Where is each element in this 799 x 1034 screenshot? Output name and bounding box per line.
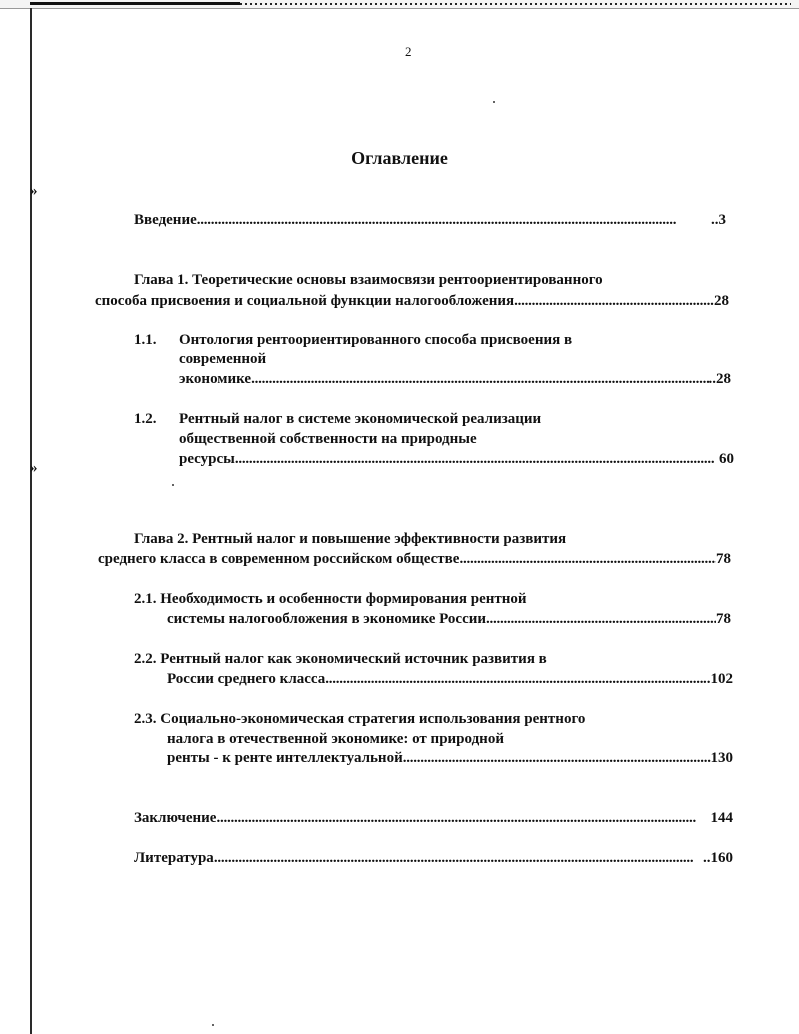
dot-leader bbox=[325, 669, 703, 689]
toc-entry-label: системы налогообложения в экономике России bbox=[167, 611, 487, 627]
toc-section-2-2[interactable] bbox=[167, 669, 733, 689]
toc-section-2-3[interactable] bbox=[167, 748, 733, 768]
dot-leader bbox=[216, 808, 710, 828]
toc-page-number: ..3 bbox=[711, 212, 726, 228]
dot-leader bbox=[459, 549, 716, 569]
dot-leader bbox=[235, 449, 719, 469]
toc-page-number: 78 bbox=[716, 611, 731, 627]
toc-section-1-1[interactable] bbox=[179, 369, 731, 389]
dot-leader bbox=[486, 609, 716, 629]
toc-section-2-3-line2[interactable]: налога в отечественной экономике: от природной bbox=[167, 731, 504, 747]
toc-entry-label: Введение bbox=[134, 212, 197, 228]
toc-section-1-2-line1[interactable]: Рентный налог в системе экономической реализации bbox=[179, 411, 542, 427]
toc-entry-label: Заключение bbox=[134, 810, 217, 826]
toc-section-2-3-line1[interactable]: 2.3. Социально-экономическая стратегия использования рентного bbox=[134, 711, 586, 727]
toc-chapter-1[interactable] bbox=[95, 291, 729, 311]
toc-section-2-1-line1[interactable]: 2.1. Необходимость и особенности формирования рентной bbox=[134, 591, 527, 607]
toc-section-number: 1.2. bbox=[134, 411, 157, 427]
scan-top-border bbox=[0, 0, 799, 9]
toc-entry-label: ресурсы bbox=[179, 451, 235, 467]
scan-top-bar bbox=[30, 2, 240, 5]
toc-section-2-1[interactable] bbox=[167, 609, 731, 629]
toc-section-1-2[interactable] bbox=[179, 449, 734, 469]
dot-leader bbox=[214, 848, 703, 868]
toc-chapter-2[interactable] bbox=[98, 549, 731, 569]
dot-leader bbox=[251, 369, 708, 389]
toc-page-number: 130 bbox=[710, 750, 733, 766]
toc-section-number: 1.1. bbox=[134, 332, 157, 348]
dot-leader bbox=[197, 210, 711, 230]
side-mark: » bbox=[30, 460, 38, 476]
toc-page-number: 60 bbox=[719, 451, 734, 467]
toc-entry-conclusion[interactable] bbox=[134, 808, 733, 828]
scan-speck bbox=[212, 1024, 214, 1026]
page-title: Оглавление bbox=[351, 148, 448, 168]
toc-page-number: ..28 bbox=[708, 371, 731, 387]
toc-page-number: 78 bbox=[716, 551, 731, 567]
toc-page-number: ..102 bbox=[703, 671, 733, 687]
dot-leader bbox=[514, 291, 714, 311]
scan-speck bbox=[493, 101, 495, 103]
toc-entry-label: России среднего класса bbox=[167, 671, 326, 687]
scan-top-dashes bbox=[240, 3, 791, 5]
scan-speck bbox=[172, 484, 174, 486]
toc-entry-label: способа присвоения и социальной функции налогообложения bbox=[95, 293, 515, 309]
page-number: 2 bbox=[405, 44, 412, 59]
toc-section-2-2-line1[interactable]: 2.2. Рентный налог как экономический источник развития в bbox=[134, 651, 547, 667]
dot-leader bbox=[403, 748, 711, 768]
toc-entry-label: среднего класса в современном российском обществе bbox=[98, 551, 460, 567]
toc-entry-literature[interactable] bbox=[134, 848, 733, 868]
side-mark: » bbox=[30, 183, 38, 199]
toc-chapter-1-line1[interactable]: Глава 1. Теоретические основы взаимосвязи рентоориентированного bbox=[134, 272, 603, 288]
toc-section-1-1-line1[interactable]: Онтология рентоориентированного способа присвоения в bbox=[179, 332, 573, 348]
toc-page-number: ..160 bbox=[703, 850, 733, 866]
toc-page-number: 144 bbox=[710, 810, 733, 826]
toc-chapter-2-line1[interactable]: Глава 2. Рентный налог и повышение эффективности развития bbox=[134, 531, 567, 547]
toc-entry-label: экономике bbox=[179, 371, 252, 387]
toc-entry-label: ренты - к ренте интеллектуальной bbox=[167, 750, 403, 766]
toc-entry-label: Литература bbox=[134, 850, 214, 866]
toc-section-1-2-line2[interactable]: общественной собственности на природные bbox=[179, 431, 477, 447]
toc-section-1-1-line2[interactable]: современной bbox=[179, 351, 267, 367]
toc-entry-intro[interactable] bbox=[134, 210, 726, 230]
toc-page-number: 28 bbox=[714, 293, 729, 309]
